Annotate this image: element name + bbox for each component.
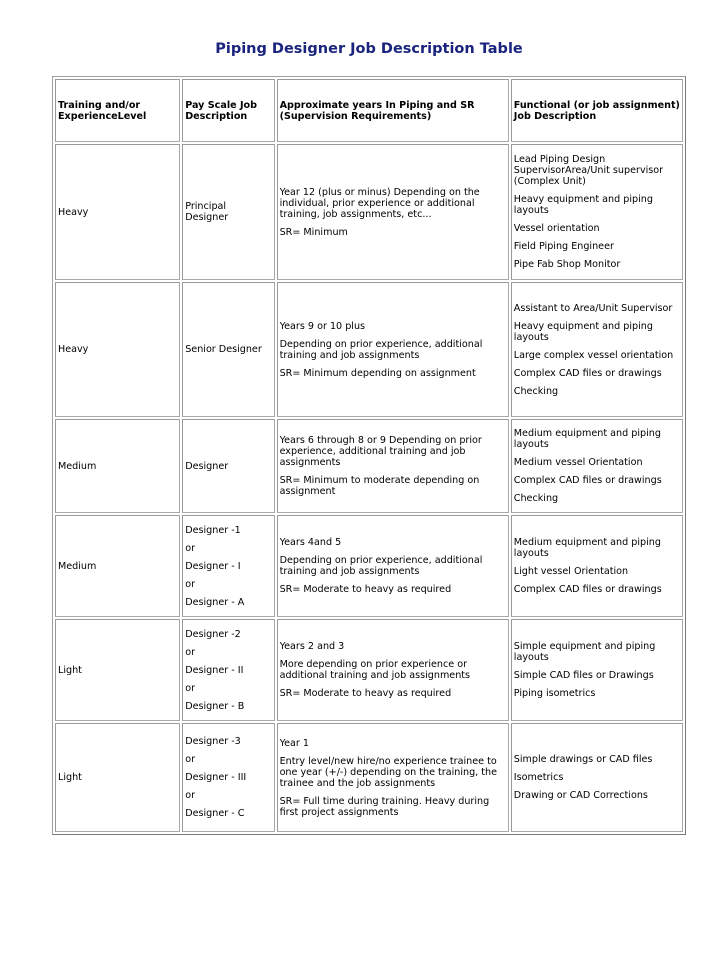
functional-cell-line: Field Piping Engineer <box>513 241 614 252</box>
years-sr-cell-line: SR= Minimum to moderate depending on assignment <box>279 475 480 497</box>
years-sr-cell-line: Years 6 through 8 or 9 Depending on prior experience, additional training and job assignments <box>279 435 482 468</box>
header-functional: Functional (or job assignment) Job Description <box>511 79 683 142</box>
pay-scale-cell-line: or <box>185 682 196 694</box>
job-description-table <box>52 76 686 835</box>
experience-level-cell: Heavy <box>55 282 180 417</box>
header-row <box>55 79 683 142</box>
table-row <box>55 515 683 617</box>
years-sr-cell <box>277 723 509 832</box>
functional-cell <box>511 419 683 513</box>
functional-cell-line: Checking <box>513 385 559 397</box>
pay-scale-cell-line: Designer - B <box>185 700 245 712</box>
pay-scale-cell <box>182 144 274 280</box>
functional-cell-line: Piping isometrics <box>513 688 596 699</box>
years-sr-cell-line: Depending on prior experience, additional training and job assignments <box>279 338 483 361</box>
functional-cell-line: Medium vessel Orientation <box>513 457 643 468</box>
pay-scale-cell <box>182 619 274 721</box>
experience-level-cell: Medium <box>55 419 180 513</box>
pay-scale-cell-line: Designer -2 <box>185 628 241 640</box>
functional-cell-line: Simple drawings or CAD files <box>513 754 653 765</box>
functional-cell-line: Assistant to Area/Unit Supervisor <box>513 302 673 314</box>
functional-cell <box>511 723 683 832</box>
pay-scale-cell-line: Designer -3 <box>185 736 241 747</box>
table-row <box>55 723 683 832</box>
functional-cell-line: Checking <box>513 493 559 504</box>
functional-cell-line: Light vessel Orientation <box>513 566 629 577</box>
functional-cell-line: Vessel orientation <box>513 223 600 234</box>
years-sr-cell <box>277 282 509 417</box>
pay-scale-cell-line: or <box>185 646 196 658</box>
header-pay-scale: Pay Scale Job Description <box>182 79 274 142</box>
pay-scale-cell <box>182 282 274 417</box>
functional-cell-line: Complex CAD files or drawings <box>513 475 662 486</box>
years-sr-cell <box>277 144 509 280</box>
pay-scale-cell-line: Designer - A <box>185 596 245 608</box>
pay-scale-cell <box>182 723 274 832</box>
years-sr-cell-line: Year 1 <box>279 737 310 749</box>
pay-scale-cell <box>182 515 274 617</box>
functional-cell-line: Heavy equipment and piping layouts <box>513 320 653 343</box>
functional-cell-line: Large complex vessel orientation <box>513 349 674 361</box>
years-sr-cell-line: SR= Minimum depending on assignment <box>279 367 476 379</box>
years-sr-cell-line: Years 4and 5 <box>279 537 342 548</box>
header-years-sr: Approximate years In Piping and SR (Supervision Requirements) <box>277 79 509 142</box>
functional-cell <box>511 515 683 617</box>
functional-cell-line: Medium equipment and piping layouts <box>513 428 661 450</box>
functional-cell-line: Lead Piping Design SupervisorArea/Unit supervisor (Complex Unit) <box>513 154 664 187</box>
functional-cell-line: Complex CAD files or drawings <box>513 367 662 379</box>
years-sr-cell-line: Years 9 or 10 plus <box>279 320 366 332</box>
experience-level-cell: Heavy <box>55 144 180 280</box>
functional-cell-line: Heavy equipment and piping layouts <box>513 194 653 216</box>
header-experience-level: Training and/or ExperienceLevel <box>55 79 180 142</box>
pay-scale-cell-line: Designer - III <box>185 772 247 783</box>
functional-cell-line: Isometrics <box>513 772 564 783</box>
pay-scale-cell-line: Designer - C <box>185 808 245 819</box>
pay-scale-cell-line: Principal Designer <box>185 201 229 223</box>
functional-cell-line: Pipe Fab Shop Monitor <box>513 259 621 270</box>
experience-level-cell: Light <box>55 619 180 721</box>
functional-cell-line: Drawing or CAD Corrections <box>513 790 648 801</box>
functional-cell <box>511 144 683 280</box>
pay-scale-cell-line: Designer <box>185 460 229 472</box>
years-sr-cell-line: Years 2 and 3 <box>279 641 345 652</box>
page-title: Piping Designer Job Description Table <box>215 41 523 57</box>
pay-scale-cell-line: or <box>185 754 196 765</box>
functional-cell-line: Complex CAD files or drawings <box>513 584 662 595</box>
years-sr-cell-line: SR= Moderate to heavy as required <box>279 688 452 699</box>
functional-cell <box>511 619 683 721</box>
years-sr-cell <box>277 419 509 513</box>
years-sr-cell-line: SR= Moderate to heavy as required <box>279 584 452 595</box>
table-row <box>55 282 683 417</box>
experience-level-cell: Light <box>55 723 180 832</box>
experience-level-cell: Medium <box>55 515 180 617</box>
table-row <box>55 144 683 280</box>
years-sr-cell-line: Depending on prior experience, additional training and job assignments <box>279 555 483 577</box>
years-sr-cell-line: Entry level/new hire/no experience trainee to one year (+/-) depending on the training, the trainee and the job assignments <box>279 755 498 789</box>
pay-scale-cell-line: or <box>185 578 196 590</box>
pay-scale-cell-line: Senior Designer <box>185 344 262 355</box>
years-sr-cell-line: SR= Minimum <box>279 226 348 238</box>
pay-scale-cell-line: Designer - II <box>185 664 244 676</box>
functional-cell-line: Medium equipment and piping layouts <box>513 537 661 559</box>
pay-scale-cell-line: Designer -1 <box>185 524 241 536</box>
pay-scale-cell-line: or <box>185 542 196 554</box>
functional-cell-line: Simple CAD files or Drawings <box>513 670 654 681</box>
functional-cell <box>511 282 683 417</box>
years-sr-cell <box>277 515 509 617</box>
table-row <box>55 419 683 513</box>
years-sr-cell-line: More depending on prior experience or additional training and job assignments <box>279 659 471 681</box>
table-row <box>55 619 683 721</box>
years-sr-cell-line: Year 12 (plus or minus) Depending on the individual, prior experience or additional training, job assignments, etc... <box>279 186 480 220</box>
pay-scale-cell <box>182 419 274 513</box>
functional-cell-line: Simple equipment and piping layouts <box>513 641 656 663</box>
years-sr-cell <box>277 619 509 721</box>
years-sr-cell-line: SR= Full time during training. Heavy during first project assignments <box>279 795 490 818</box>
pay-scale-cell-line: Designer - I <box>185 560 241 572</box>
pay-scale-cell-line: or <box>185 790 196 801</box>
